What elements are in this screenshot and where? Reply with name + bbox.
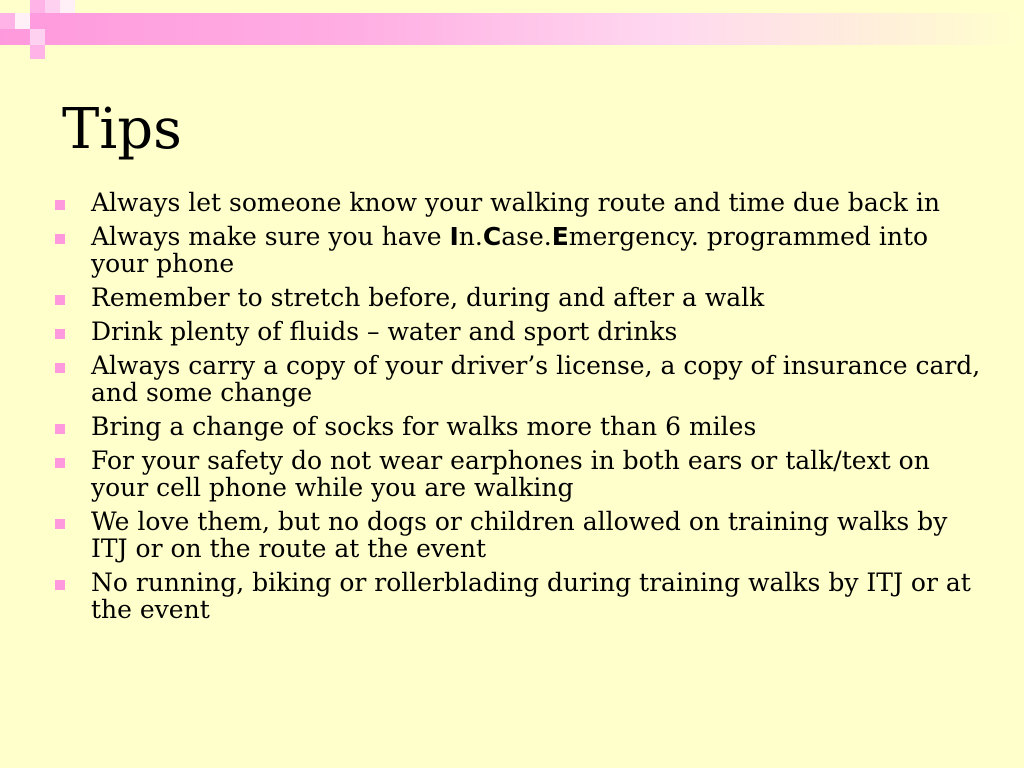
list-item-text: No running, biking or rollerblading during training walks by ITJ or at the event xyxy=(91,568,971,624)
emphasis-letter: C xyxy=(482,222,502,251)
list-item xyxy=(52,352,982,406)
list-item-text: Always carry a copy of your driver’s license, a copy of insurance card, and some change xyxy=(91,351,981,407)
pink-square-bullet-icon xyxy=(55,234,65,244)
pink-square-bullet-icon xyxy=(55,424,65,434)
emphasis-letter: E xyxy=(551,222,569,251)
list-item xyxy=(52,189,982,216)
list-item-text: Bring a change of socks for walks more than 6 miles xyxy=(91,412,757,441)
pink-square-bullet-icon xyxy=(55,458,65,468)
pink-square-bullet-icon xyxy=(55,363,65,373)
header-decoration-square xyxy=(30,0,45,13)
header-decoration-band xyxy=(0,13,1024,45)
slide-title: Tips xyxy=(62,97,182,162)
tips-list xyxy=(52,189,982,630)
list-item-text-part: Always make sure you have xyxy=(91,222,450,251)
list-item-text: Remember to stretch before, during and after a walk xyxy=(91,283,765,312)
list-item xyxy=(52,284,982,311)
list-item xyxy=(52,318,982,345)
header-decoration-square xyxy=(15,13,30,29)
list-item-text: Drink plenty of fluids – water and sport drinks xyxy=(91,317,678,346)
list-item xyxy=(52,447,982,501)
list-item xyxy=(52,223,982,277)
header-decoration-square xyxy=(45,0,60,13)
header-decoration-square xyxy=(30,45,45,59)
pink-square-bullet-icon xyxy=(55,329,65,339)
list-item-text: For your safety do not wear earphones in both ears or talk/text on your cell phone while you are walking xyxy=(91,446,930,502)
pink-square-bullet-icon xyxy=(55,295,65,305)
pink-square-bullet-icon xyxy=(55,580,65,590)
list-item-text-part: mergency. programmed into your phone xyxy=(91,222,929,278)
pink-square-bullet-icon xyxy=(55,200,65,210)
header-decoration-square xyxy=(60,0,75,13)
list-item-text-part: n. xyxy=(458,222,483,251)
list-item-text-part: ase. xyxy=(501,222,552,251)
list-item-text xyxy=(91,222,928,278)
header-decoration-square xyxy=(30,29,45,45)
pink-square-bullet-icon xyxy=(55,519,65,529)
list-item xyxy=(52,508,982,562)
emphasis-letter: I xyxy=(449,222,459,251)
list-item xyxy=(52,569,982,623)
list-item xyxy=(52,413,982,440)
list-item-text: We love them, but no dogs or children allowed on training walks by ITJ or on the route at the event xyxy=(91,507,948,563)
list-item-text: Always let someone know your walking route and time due back in xyxy=(91,188,940,217)
header-decoration-square xyxy=(0,13,15,29)
